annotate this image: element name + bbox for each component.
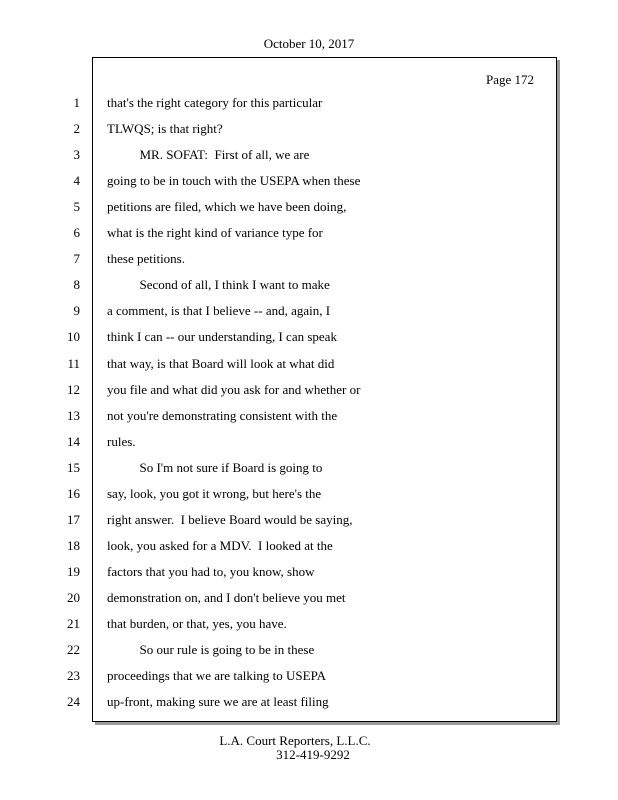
- line-number: 14: [67, 434, 80, 449]
- transcript-date: October 10, 2017: [263, 36, 355, 51]
- line-text: what is the right kind of variance type for: [107, 225, 323, 240]
- line-text: these petitions.: [107, 251, 185, 266]
- line-text: So our rule is going to be in these: [107, 642, 315, 657]
- line-number: 24: [67, 694, 80, 709]
- line-text: that burden, or that, yes, you have.: [107, 616, 287, 631]
- line-text: proceedings that we are talking to USEPA: [107, 668, 327, 683]
- line-number: 19: [67, 564, 80, 579]
- line-number: 16: [67, 486, 80, 501]
- line-number: 4: [73, 173, 80, 188]
- line-text: demonstration on, and I don't believe you met: [107, 590, 346, 605]
- line-text: not you're demonstrating consistent with the: [107, 408, 338, 423]
- line-number: 11: [67, 356, 80, 371]
- line-number: 8: [73, 277, 80, 292]
- line-number: 2: [73, 121, 80, 136]
- line-text: So I'm not sure if Board is going to: [107, 460, 323, 475]
- line-text: that way, is that Board will look at what did: [107, 356, 335, 371]
- line-text: look, you asked for a MDV. I looked at the: [107, 538, 333, 553]
- line-number: 6: [73, 225, 80, 240]
- line-number: 5: [73, 199, 80, 214]
- line-text: that's the right category for this particular: [107, 95, 323, 110]
- line-number: 13: [67, 408, 80, 423]
- line-text: think I can -- our understanding, I can speak: [107, 329, 337, 344]
- line-number: 20: [67, 590, 80, 605]
- line-number: 18: [67, 538, 80, 553]
- line-text: say, look, you got it wrong, but here's the: [107, 486, 322, 501]
- line-number: 21: [67, 616, 80, 631]
- line-text: factors that you had to, you know, show: [107, 564, 315, 579]
- line-text: rules.: [107, 434, 136, 449]
- line-number: 1: [73, 95, 80, 110]
- line-text: Second of all, I think I want to make: [107, 277, 330, 292]
- line-number: 7: [73, 251, 80, 266]
- line-number: 17: [67, 512, 80, 527]
- line-text: going to be in touch with the USEPA when these: [107, 173, 361, 188]
- line-text: up-front, making sure we are at least filing: [107, 694, 329, 709]
- line-number: 22: [67, 642, 80, 657]
- line-text: MR. SOFAT: First of all, we are: [107, 147, 310, 162]
- line-text: TLWQS; is that right?: [107, 121, 223, 136]
- line-number: 23: [67, 668, 80, 683]
- line-text: you file and what did you ask for and whether or: [107, 382, 361, 397]
- line-text: right answer. I believe Board would be saying,: [107, 512, 353, 527]
- line-number: 10: [67, 329, 80, 344]
- court-reporter-company: L.A. Court Reporters, L.L.C.: [219, 733, 371, 748]
- court-reporter-phone: 312-419-9292: [276, 747, 350, 762]
- line-text: petitions are filed, which we have been doing,: [107, 199, 347, 214]
- line-number: 15: [67, 460, 80, 475]
- line-number: 3: [73, 147, 80, 162]
- line-number: 12: [67, 382, 80, 397]
- line-text: a comment, is that I believe -- and, again, I: [107, 303, 331, 318]
- line-number: 9: [73, 303, 80, 318]
- page-number: Page 172: [485, 72, 534, 87]
